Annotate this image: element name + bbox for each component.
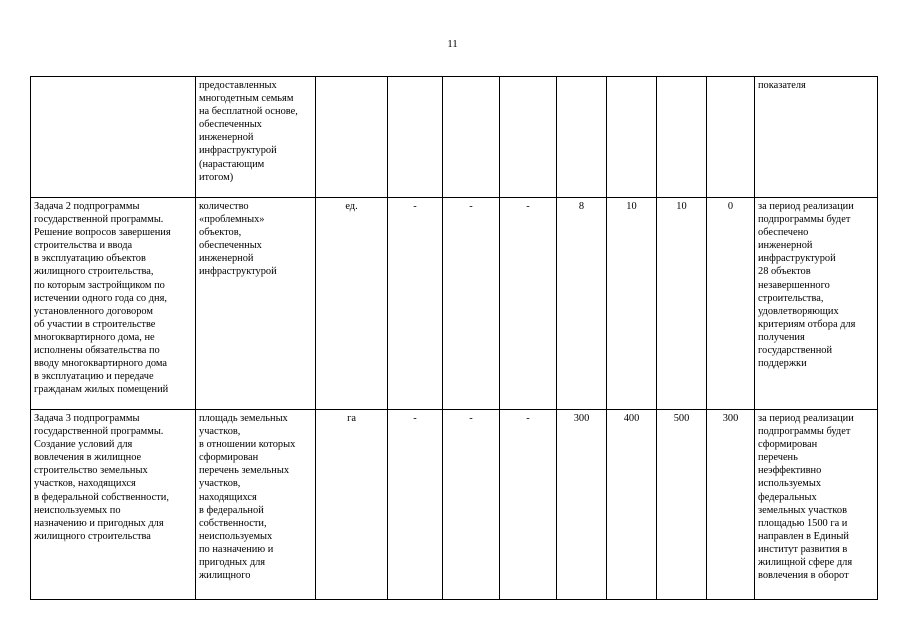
value-cell: 10 (657, 198, 707, 410)
value-cell: - (500, 410, 557, 600)
indicator-cell: площадь земельных участков, в отношении которых сформирован перечень земельных участков, находящихся в федеральной собственности, неиспользуемых по назначению и пригодных для жилищного (196, 410, 316, 600)
value-cell: 500 (657, 410, 707, 600)
value-cell: 8 (557, 198, 607, 410)
value-cell (388, 77, 443, 198)
value-cell: 10 (607, 198, 657, 410)
value-cell: - (443, 198, 500, 410)
value-cell (657, 77, 707, 198)
result-cell: за период реализации подпрограммы будет обеспечено инженерной инфраструктурой 28 объектов незавершенного строительства, удовлетворяющих критериям отбора для получения государственной поддержки (755, 198, 878, 410)
unit-cell (316, 77, 388, 198)
unit-cell: га (316, 410, 388, 600)
value-cell (557, 77, 607, 198)
indicators-table (30, 76, 878, 600)
value-cell (500, 77, 557, 198)
table-row (31, 410, 878, 600)
value-cell: 300 (707, 410, 755, 600)
page-number: 11 (447, 38, 458, 50)
table-row (31, 198, 878, 410)
value-cell (443, 77, 500, 198)
result-cell: за период реализации подпрограммы будет сформирован перечень неэффективно используемых федеральных земельных участков площадью 1500 га и направлен в Единый институт развития в жилищной сфере для вовлечения в оборот (755, 410, 878, 600)
unit-cell: ед. (316, 198, 388, 410)
value-cell: - (388, 198, 443, 410)
task-cell: Задача 2 подпрограммы государственной программы. Решение вопросов завершения строительства и ввода в эксплуатацию объектов жилищного строительства, по которым застройщиком по истечении одного года со дня, установленного договором об участии в строительстве многоквартирного дома, не исполнены обязательства по вводу многоквартирного дома в эксплуатацию и передаче гражданам жилых помещений (31, 198, 196, 410)
value-cell: - (388, 410, 443, 600)
task-cell: Задача 3 подпрограммы государственной программы. Создание условий для вовлечения в жилищное строительство земельных участков, находящихся в федеральной собственности, неиспользуемых по назначению и пригодных для жилищного строительства (31, 410, 196, 600)
indicator-cell: количество «проблемных» объектов, обеспеченных инженерной инфраструктурой (196, 198, 316, 410)
value-cell (707, 77, 755, 198)
value-cell: 400 (607, 410, 657, 600)
table-row (31, 77, 878, 198)
value-cell: 300 (557, 410, 607, 600)
value-cell (607, 77, 657, 198)
value-cell: - (500, 198, 557, 410)
value-cell: 0 (707, 198, 755, 410)
value-cell: - (443, 410, 500, 600)
task-cell (31, 77, 196, 198)
result-cell: показателя (755, 77, 878, 198)
indicator-cell: предоставленных многодетным семьям на бесплатной основе, обеспеченных инженерной инфраструктурой (нарастающим итогом) (196, 77, 316, 198)
